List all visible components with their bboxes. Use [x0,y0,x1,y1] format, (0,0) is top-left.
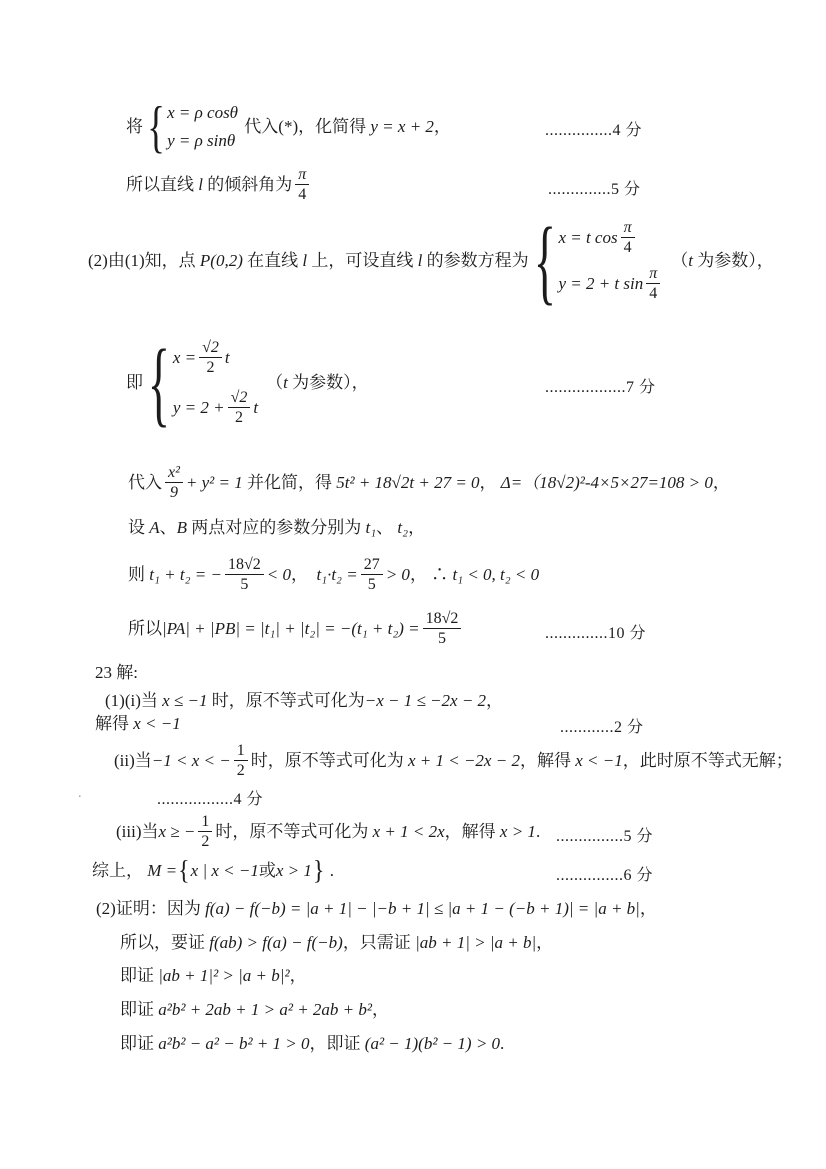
cn-text: 即证 [120,1000,159,1020]
math-text: < 0 [266,565,291,585]
cn-text: 两点对应的参数分别为 [187,518,366,538]
left-set-brace: { [178,856,190,886]
fraction [228,389,251,428]
fraction-denominator: 2 [206,359,215,376]
fraction-denominator: 2 [234,409,243,426]
fraction-denominator: 9 [169,484,178,501]
math-text: x + 1 < −2x − 2 [407,751,520,771]
math-text: a²b² + 2ab + 1 > a² + 2ab + b² [158,1000,372,1020]
cn-text: 或 [258,861,276,881]
left-brace: { [147,94,165,159]
cn-text: . [325,861,334,881]
cn-text: 时，原不等式可化为 [207,691,365,711]
solution-line [96,894,657,924]
math-text: |ab + 1|² > |a + b|² [158,966,290,986]
cn-text: 为参数）， [287,373,369,393]
cn-text: (iii)当 [116,822,159,842]
math-text: t [224,348,230,368]
cn-text: ， [639,899,657,919]
math-text: t [253,398,259,418]
math-text: + y² = 1 [185,473,243,493]
solution-line [126,96,451,158]
cn-text: (1)(i)当 [105,691,163,711]
cn-text: 时，原不等式可化为 [215,822,373,842]
stray-dot: . [78,786,82,801]
fraction-numerator: π [621,219,635,238]
cn-text: . [535,822,541,842]
cn-text: (2)由(1)知，点 [88,251,200,271]
equation-system [145,94,239,159]
math-text: a²b² − a² − b² + 1 > 0 [158,1034,310,1054]
cn-text: ，解得 [519,751,576,771]
cn-text: 时，原不等式可化为 [250,751,408,771]
fraction-denominator: 4 [298,186,307,203]
solution-line [128,454,730,512]
fraction [225,556,264,595]
cn-text: (2)证明：因为 [96,899,206,919]
math-text: f(ab) > f(a) − f(−b) [209,933,343,953]
score-marker: ............2 分 [560,719,644,736]
solution-line [116,809,540,855]
math-text: y = 2 + [172,398,225,418]
math-text: x = [172,348,197,368]
math-text: x > 1 [275,861,312,881]
solution-line [120,928,553,958]
fraction-numerator: 27 [361,556,383,575]
math-text: M = [147,861,178,881]
cn-text: 所以，要证 [120,933,210,953]
math-text: y = ρ sinθ [167,131,236,151]
cn-text: ， [372,1000,389,1020]
cn-text: . [500,1034,505,1054]
fraction [198,813,212,852]
fraction-numerator: 1 [234,742,248,761]
left-brace: { [533,206,556,314]
cn-text: ， ∴ [409,565,453,585]
cn-text: 代入(*)，化简得 [240,117,371,137]
cn-text: 、 [159,518,177,538]
solution-line [120,995,389,1025]
fraction-denominator: 4 [623,239,632,256]
fraction-numerator: π [646,265,660,284]
cn-text: ， [712,473,730,493]
cn-text: 即 [126,373,143,393]
cn-text: 则 [128,565,150,585]
math-text: P(0,2) [199,251,243,271]
fraction-denominator: 4 [649,285,658,302]
math-text: −1 < x < − [151,751,231,771]
cn-text: ，只需证 [342,933,416,953]
math-text: > 0 [385,565,410,585]
math-text: x < −1 [133,714,181,734]
cn-text: 23 解: [95,663,138,683]
left-brace: { [147,328,171,436]
cn-text: ，解得 [444,822,500,842]
math-text: x ≤ −1 [162,691,208,711]
solution-line [114,737,793,785]
fraction-denominator: 5 [367,576,376,593]
cn-text: 即证 [120,1034,159,1054]
score-marker: .................4 分 [157,791,264,808]
cn-text: 代入 [128,473,162,493]
cn-text: 在直线 [242,251,303,271]
math-text: t₂ [397,518,409,538]
solution-line [105,690,503,712]
solution-line [126,330,369,436]
right-set-brace: } [312,856,325,886]
math-text: t₁ + t₂ = − [149,565,222,585]
cn-text: ， [486,691,504,711]
math-text: −x − 1 ≤ −2x − 2 [364,691,487,711]
math-text: t [283,373,288,393]
math-text: (a² − 1)(b² − 1) > 0 [364,1034,501,1054]
fraction-numerator: 18√2 [423,610,462,629]
math-text: l [302,251,308,271]
score-marker: ...............4 分 [545,122,643,139]
math-text: t [688,251,693,271]
cn-text: 的参数方程为 [422,251,529,271]
cn-text: ， [433,117,451,137]
fraction-numerator: √2 [199,339,222,358]
fraction-denominator: 5 [438,630,447,647]
fraction-denominator: 5 [240,576,249,593]
math-text: x < −1 [575,751,623,771]
math-text: t₁ [365,518,377,538]
cn-text: ， [289,966,307,986]
cn-text: 所以直线 [126,175,199,195]
math-text: t₁ < 0, t₂ < 0 [452,565,540,585]
math-text: Δ=（18√2)²-4×5×27=108 > 0 [500,473,713,493]
cn-text: ，此时原不等式无解； [622,751,793,771]
math-text: |ab + 1| > |a + b| [415,933,537,953]
solution-line [120,1028,504,1060]
solution-line [126,163,312,207]
fraction [621,219,635,258]
solution-line [128,547,539,603]
cn-text: （ [266,373,284,393]
fraction-denominator: 2 [236,762,245,779]
fraction [199,339,222,378]
equation-system [531,206,664,314]
fraction-denominator: 2 [201,833,210,850]
solution-line [128,517,425,539]
score-marker: ..............5 分 [548,181,641,198]
score-marker: ..................7 分 [545,379,656,396]
fraction-numerator: 18√2 [225,556,264,575]
fraction-numerator: x² [165,464,183,483]
math-text: x | x < −1 [190,861,259,881]
fraction-numerator: √2 [228,389,251,408]
cn-text: 即证 [120,966,159,986]
solution-line [92,856,334,886]
fraction [361,556,383,595]
score-marker: ..............10 分 [545,625,647,642]
cn-text: ，即证 [309,1034,365,1054]
fraction-numerator: 1 [198,813,212,832]
math-text: x > 1 [499,822,536,842]
solution-line [120,961,307,991]
solution-line [88,206,774,314]
math-text: y = x + 2 [370,117,434,137]
fraction [234,742,248,781]
fraction-numerator: π [295,166,309,185]
cn-text: 并化简，得 [242,473,337,493]
cn-text: 将 [126,117,143,137]
cn-text: 综上， [92,861,148,881]
fraction [646,265,660,304]
cn-text: (ii)当 [114,751,152,771]
solution-line [128,603,464,655]
cn-text: ， [408,518,426,538]
math-text: l [417,251,423,271]
solution-line [95,713,181,735]
cn-text: （ [671,251,689,271]
equation-system [145,328,259,436]
section-title [95,662,138,684]
fraction [165,464,183,503]
math-text: |PA| + |PB| = |t₁| + |t₂| = −(t₁ + t₂) = [162,619,420,639]
score-marker: ...............5 分 [556,828,654,845]
math-text: x + 1 < 2x [372,822,445,842]
math-text: y = 2 + t sin [558,274,644,294]
cn-text: 的倾斜角为 [202,175,293,195]
cn-text: 为参数）， [693,251,774,271]
cn-text: ， [290,565,317,585]
score-marker: ...............6 分 [556,867,654,884]
math-text: t₁·t₂ = [316,565,358,585]
cn-text: ， [479,473,501,493]
cn-text: 设 [128,518,150,538]
fraction [423,610,462,649]
math-text: l [198,175,203,195]
math-text: x = t cos [558,228,618,248]
cn-text: 、 [376,518,398,538]
cn-text: 所以 [128,619,162,639]
fraction [295,166,309,205]
cn-text: 上，可设直线 [307,251,418,271]
math-text: A [149,518,160,538]
math-text: x = ρ cosθ [167,103,239,123]
math-text: x ≥ − [158,822,196,842]
cn-text: ， [536,933,554,953]
math-text: B [176,518,188,538]
cn-text: 解得 [95,714,134,734]
math-text: f(a) − f(−b) = |a + 1| − |−b + 1| ≤ |a + 1 − (−b + 1)| = |a + b| [205,899,640,919]
math-text: 5t² + 18√2t + 27 = 0 [336,473,480,493]
